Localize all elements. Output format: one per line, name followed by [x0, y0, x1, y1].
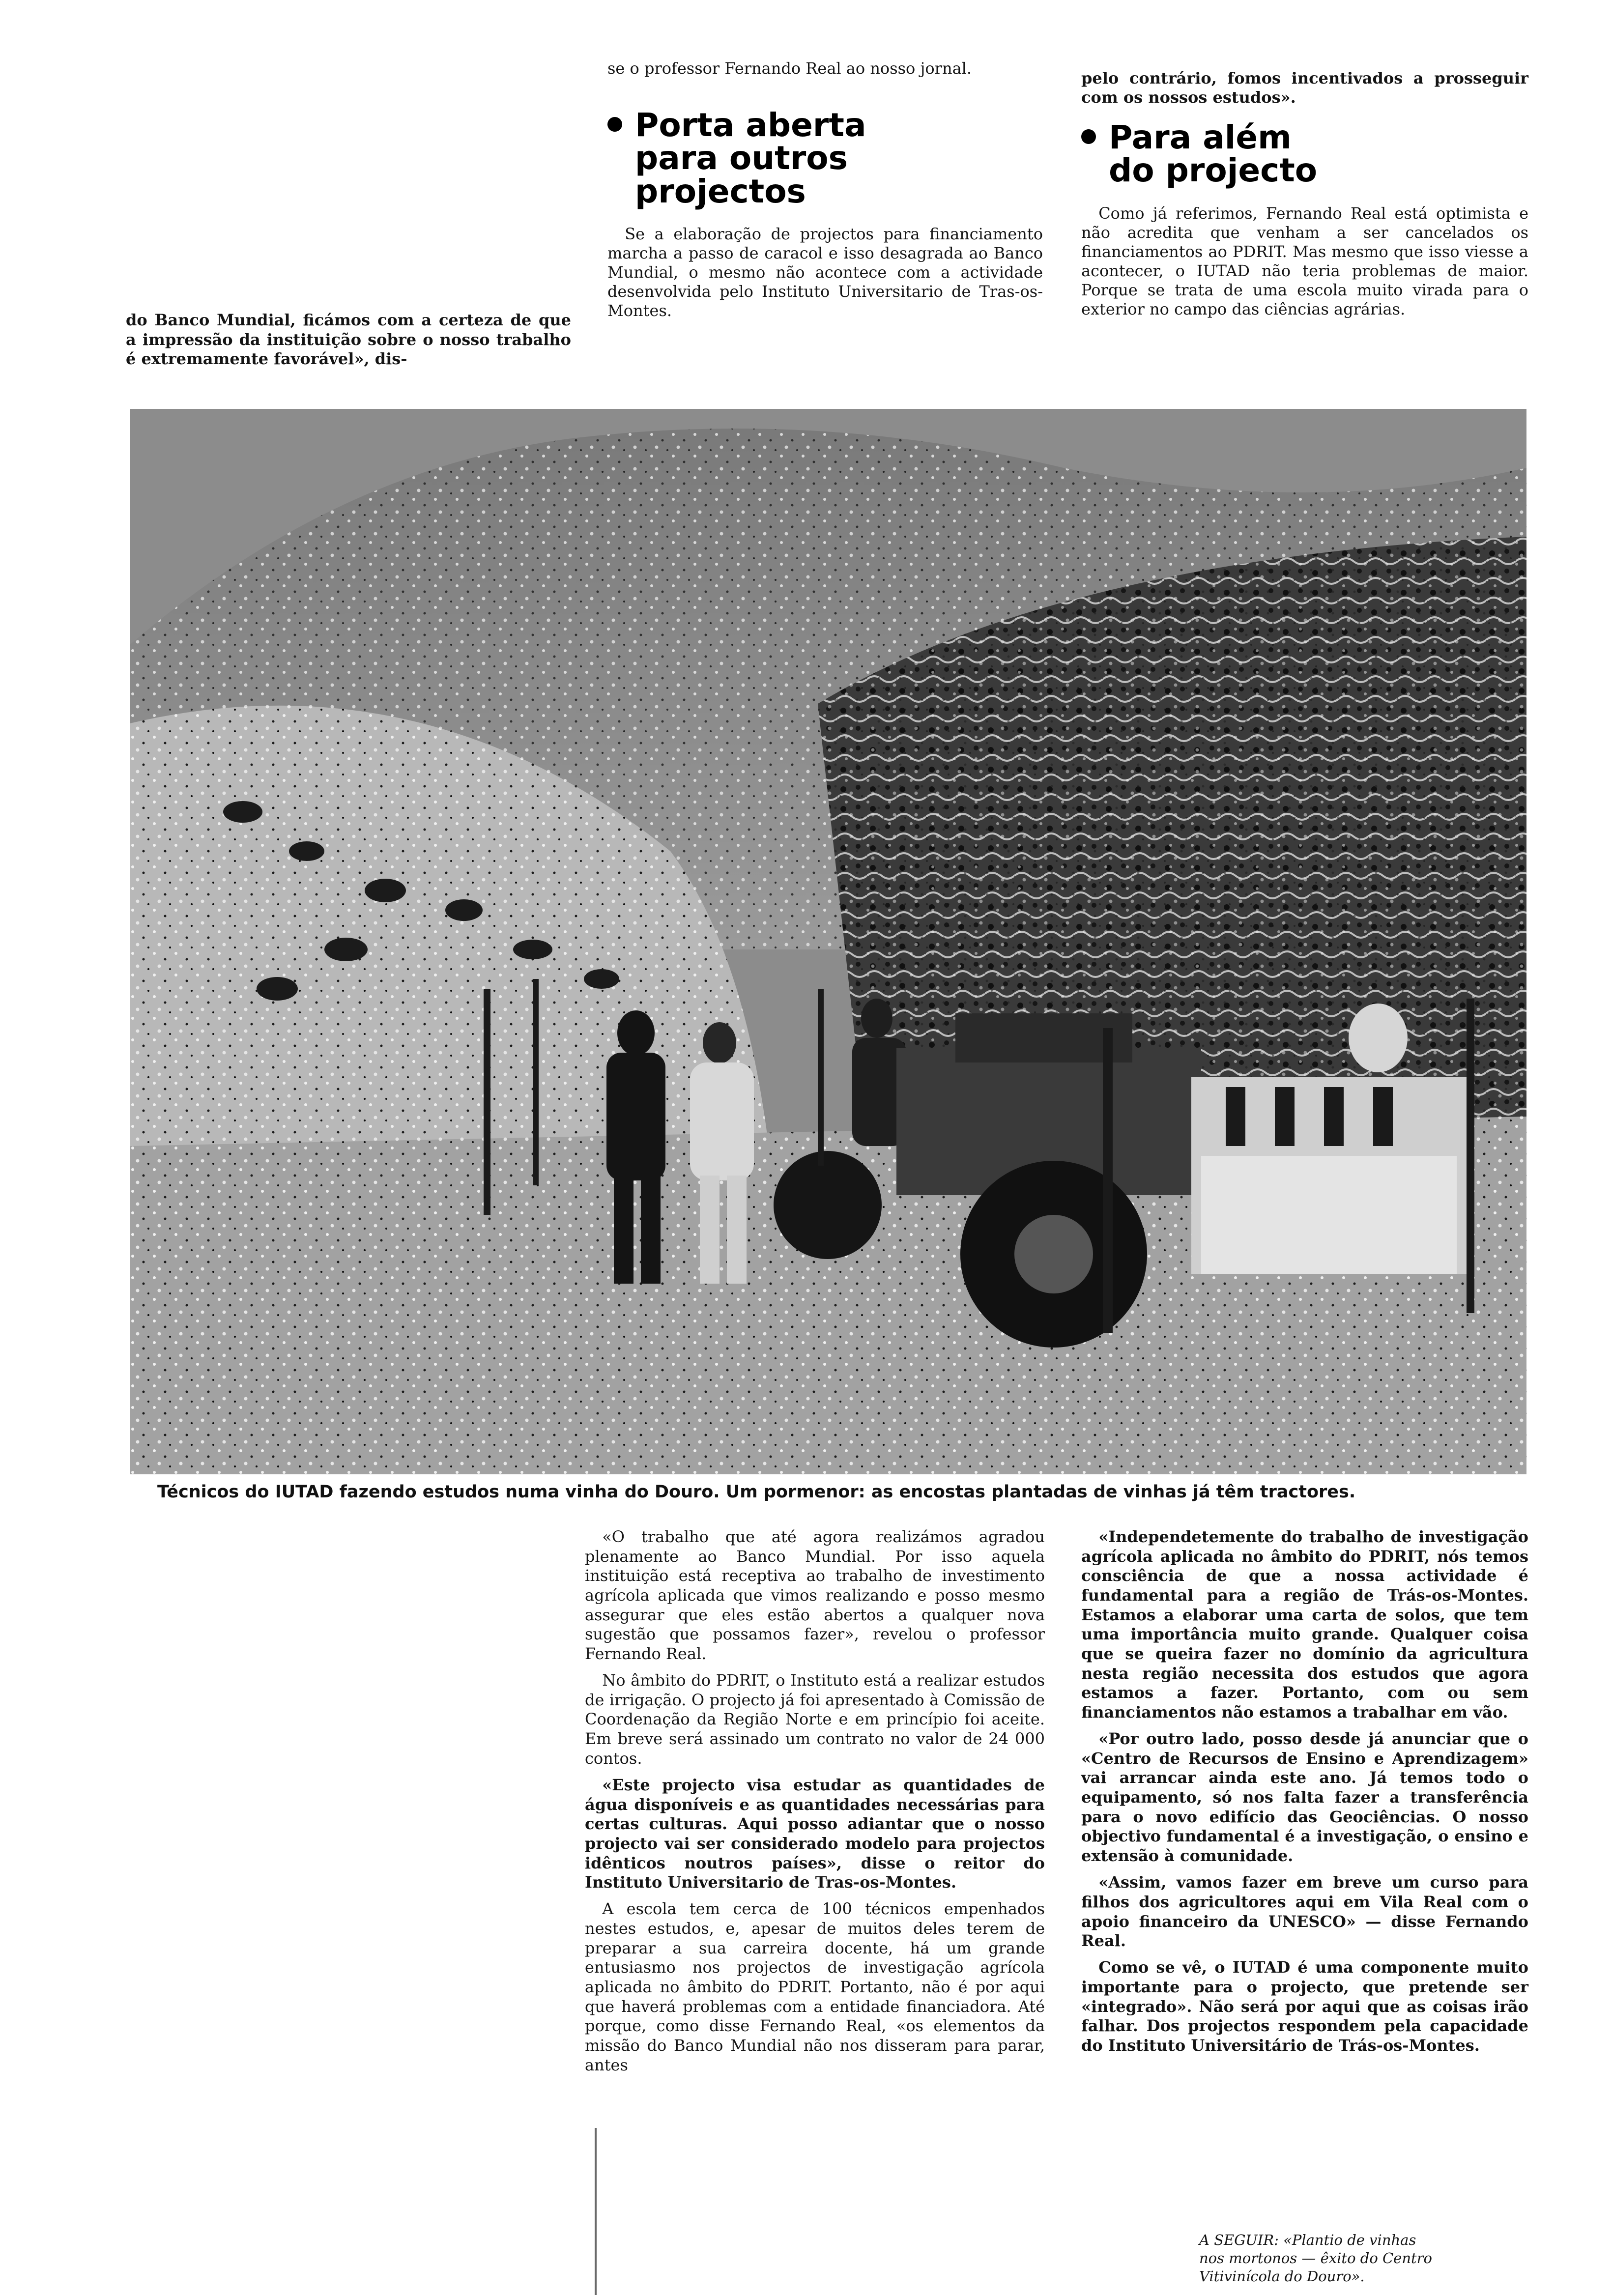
- section-heading-porta-aberta: Porta aberta para outros projectos: [607, 109, 1043, 208]
- column-a-top: [607, 59, 1043, 320]
- column-a-bottom: [585, 1527, 1045, 2075]
- top-left-fragment: [126, 311, 571, 369]
- column-b-bottom: [1081, 1527, 1528, 2056]
- paragraph: Como já referimos, Fernando Real está optimista e não acredita que venham a ser cancelados os financiamentos ao PDRIT. Mas mesmo que isso viesse a acontecer, o IUTAD não teria problemas de maior. Porque se trata de uma escola muito virada para o exterior no campo das ciências agrárias.: [1081, 203, 1528, 318]
- next-text: «Plantio de vinhas nos mortonos — êxito do Centro Vitivinícola do Douro».: [1199, 2232, 1432, 2285]
- paragraph: «O trabalho que até agora realizámos agradou plenamente ao Banco Mundial. Por isso aquela instituição está receptiva ao trabalho de investimento agrícola aplicada que vimos realizando e posso mesmo assegurar que eles estão abertos a qualquer nova sugestão que possamos fazer», revelou o professor Fernando Real.: [585, 1527, 1045, 1664]
- scan-edge-mark: [595, 2128, 597, 2295]
- next-article-teaser: A SEGUIR: «Plantio de vinhas nos mortonos — êxito do Centro Vitivinícola do Douro».: [1199, 2232, 1432, 2285]
- bullet-icon: [1081, 129, 1096, 144]
- section-heading-para-alem: Para além do projecto: [1081, 121, 1528, 187]
- column-b-top: [1081, 69, 1528, 319]
- paragraph: «Por outro lado, posso desde já anunciar que o «Centro de Recursos de Ensino e Aprendizagem» vai arrancar ainda este ano. Já temos todo o equipamento, só nos falta fazer a transferência para o novo edifício das Geociências. O nosso objectivo fundamental é a investigação, o ensino e extensão à comunidade.: [1081, 1729, 1528, 1866]
- next-label: A SEGUIR: [1199, 2232, 1274, 2248]
- paragraph: se o professor Fernando Real ao nosso jornal.: [607, 59, 972, 78]
- paragraph: do Banco Mundial, ficámos com a certeza de que a impressão da instituição sobre o nosso trabalho é extremamente favorável», dis-: [126, 311, 571, 369]
- paragraph: Se a elaboração de projectos para financiamento marcha a passo de caracol e isso desagrada ao Banco Mundial, o mesmo não acontece com a actividade desenvolvida pelo Instituto Universitario de Tras-os-Montes.: [607, 224, 1043, 320]
- paragraph: A escola tem cerca de 100 técnicos empenhados nestes estudos, e, apesar de muitos deles terem de preparar a sua carreira docente, há um grande entusiasmo nos projectos de investigação agrícola aplicada no âmbito do PDRIT. Portanto, não é por aqui que haverá problemas com a entidade financiadora. Até porque, como disse Fernando Real, «os elementos da missão do Banco Mundial não nos disseram para parar, antes: [585, 1899, 1045, 2074]
- paragraph: «Este projecto visa estudar as quantidades de água disponíveis e as quantidades necessárias para certas culturas. Aqui posso adiantar que o nosso projecto vai ser considerado modelo para projectos idênticos noutros países», disse o reitor do Instituto Universitario de Tras-os-Montes.: [585, 1775, 1045, 1892]
- paragraph: No âmbito do PDRIT, o Instituto está a realizar estudos de irrigação. O projecto já foi apresentado à Comissão de Coordenação da Região Norte e em princípio foi aceite. Em breve será assinado um contrato no valor de 24 000 contos.: [585, 1671, 1045, 1768]
- paragraph: pelo contrário, fomos incentivados a prosseguir com os nossos estudos».: [1081, 69, 1528, 107]
- vineyard-photo: [130, 409, 1526, 1474]
- photo-caption: Técnicos do IUTAD fazendo estudos numa vinha do Douro. Um pormenor: as encostas plantadas de vinhas já têm tractores.: [157, 1482, 1356, 1502]
- bullet-icon: [607, 117, 622, 132]
- paragraph: «Independetemente do trabalho de investigação agrícola aplicada no âmbito do PDRIT, nós temos consciência de que a nossa actividade é fundamental para a região de Trás-os-Montes. Estamos a elaborar uma carta de solos, que tem uma importância muito grande. Qualquer coisa que se queira fazer no domínio da agricultura nesta região necessita dos estudos que agora estamos a fazer. Portanto, com ou sem financiamentos não estamos a trabalhar em vão.: [1081, 1527, 1528, 1722]
- paragraph: Como se vê, o IUTAD é uma componente muito importante para o projecto, que pretende ser «integrado». Não será por aqui que as coisas irão falhar. Dos projectos respondem pela capacidade do Instituto Universitário de Trás-os-Montes.: [1081, 1958, 1528, 2055]
- paragraph: «Assim, vamos fazer em breve um curso para filhos dos agricultores aqui em Vila Real com o apoio financeiro da UNESCO» — disse Fernando Real.: [1081, 1873, 1528, 1951]
